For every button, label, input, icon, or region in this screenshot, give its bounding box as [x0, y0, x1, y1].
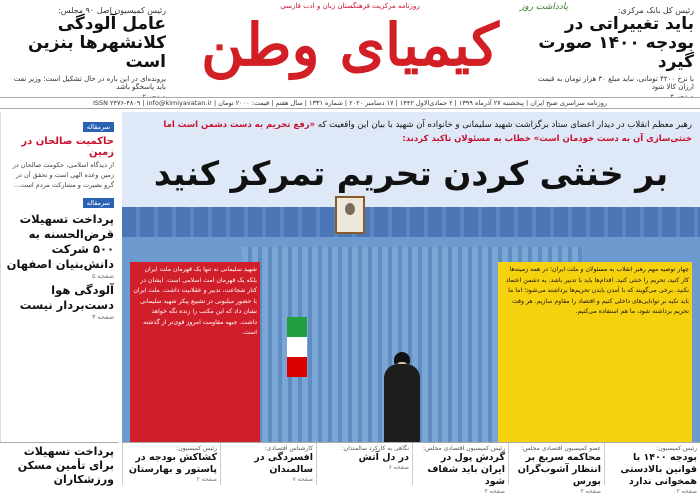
main-headline[interactable]: بر خنثی کردن تحریم تمرکز کنید [153, 154, 669, 193]
top-right-story[interactable] [534, 6, 694, 92]
page-ref: صفحه ۶ [388, 464, 409, 471]
page-ref-2: صفحه ۳ [91, 313, 114, 321]
summary: با نرخ ۴۲۰۰ تومانی، نباید مبلغ ۳۰ هزار تومان به قیمت ارزان کالا شود [537, 75, 694, 91]
kicker: رئیس کل بانک مرکزی: [617, 6, 694, 15]
portrait-frame [335, 196, 365, 234]
story-headline-1[interactable]: پرداخت تسهیلات قرض‌الحسنه به ۵۰۰ شرکت دانش‌بنیان اصفهان [6, 212, 114, 271]
section-tag-2: سرمقاله [83, 198, 114, 208]
kicker: رئیس کمیسیون: [656, 445, 697, 452]
left-column [0, 112, 118, 442]
headline[interactable]: باید تغییراتی در بودجه ۱۴۰۰ صورت گیرد [538, 14, 694, 72]
headline[interactable]: در دل آتش [358, 452, 409, 463]
headline[interactable]: محاکمه سریع بر انتظار آشوب‌گران بورس [517, 452, 601, 487]
headline[interactable]: بودجه ۱۴۰۰ با قوانین بالادستی همخوانی ندارد [620, 452, 697, 487]
logo-area [175, 2, 525, 94]
section-tag: سرمقاله [83, 122, 114, 132]
bottom-story-2[interactable] [508, 443, 604, 495]
kicker: نگاهی به کارکرد سالمندان: [341, 445, 409, 452]
headline[interactable]: کشاکش بودجه در پاستور و بهارستان [128, 452, 217, 475]
story-headline-2[interactable]: آلودگی هوا دست‌بردار نیست [19, 283, 114, 312]
lead-text: رهبر معظم انقلاب در دیدار اعضای ستاد برگزاشت شهید سلیمانی و خانواده آن شهید با بیان این واقعیت که [317, 120, 692, 130]
kicker: رئیس کمیسیون اقتصادی مجلس: [422, 445, 505, 452]
kicker: عضو کمیسیون اقتصادی مجلس: [521, 445, 601, 452]
curtain-valance [122, 207, 700, 237]
top-left-story[interactable] [6, 6, 166, 92]
yellow-textbox: چهار توصیه مهم رهبر انقلاب به مسئولان و ملت ایران؛ در همه زمینه‌ها کار کنید، تحریم را خنثی کنید. اقدام‌ها باید با تدبیر باشد. به دشمن اعتماد نکنید. برخی می‌گویند که با آمدن بایدن تحریم‌ها برداشته می‌شود؛ اما ما باید تکیه بر توانایی‌های داخلی کنیم و اقتصاد را مقاوم سازیم. هر وقت تحریم برداشته شود، ما هم استفاده می‌کنیم. [498, 262, 692, 442]
bottom-strip [122, 442, 700, 495]
kicker: کارشناس اقتصادی: [264, 445, 313, 452]
editorial-body: از دیدگاه اسلامی، حکومت صالحان در زمین وعده الهی است و تحقق آن در گرو بصیرت و مشارکت مردم است... [12, 161, 114, 189]
speaker-figure [384, 364, 420, 444]
editorial-title[interactable]: حاکمیت صالحان در زمین [21, 136, 114, 158]
page-ref: صفحه ۴ [484, 488, 505, 495]
bottom-story-4[interactable] [316, 443, 412, 485]
portrait-face [345, 203, 355, 215]
page-ref: صفحه ۴ [580, 488, 601, 495]
masthead [0, 0, 700, 100]
issue-info-bar: روزنامه سراسری صبح ایران | پنجشنبه ۲۷ آذرماه ۱۳۹۹ | ۲ جمادی‌الاول ۱۴۴۲ | ۱۷ دسامبر ۲۰۲۰ | شماره ۱۳۳۱ | سال هفتم | قیمت: ۲۰۰۰ تومان | ISSN ۲۴۷۶-۴۸۰۹ | info@kimiyavatan.ir [0, 97, 700, 109]
signature: یادداشت روز [520, 2, 569, 12]
kicker: رئیس کمیسیون: [176, 445, 217, 452]
page-ref: صفحه ۲ [676, 488, 697, 495]
kicker: رئیس کمیسیون اصل ۹۰ مجلس: [58, 6, 166, 15]
logo-tagline: روزنامه مرکزیت فرهنگستان زبان و ادب فارسی [280, 2, 420, 10]
headline[interactable]: افسردگی در سالمندان [254, 452, 313, 475]
page-ref-1: صفحه ۵ [91, 272, 114, 280]
bottom-story-5[interactable] [220, 443, 316, 485]
headline[interactable]: گردش پول در ایران باید شفاف شود [427, 452, 505, 487]
iran-flag-icon [287, 317, 307, 377]
bottom-story-6[interactable] [122, 443, 220, 485]
bottom-left-story[interactable] [0, 442, 118, 484]
bottom-story-3[interactable] [412, 443, 508, 495]
page-ref: صفحه ۷ [292, 476, 313, 483]
lead-intro [132, 118, 692, 146]
headline[interactable]: عامل آلودگی کلانشهرها بنزین است [28, 14, 166, 72]
summary: پرونده‌ای در این باره در حال تشکیل است؛ وزیر نفت باید پاسخگو باشد [13, 75, 166, 91]
bottom-story-1[interactable] [604, 443, 700, 495]
newspaper-logo: کیمیای وطن [201, 11, 499, 79]
red-textbox: شهید سلیمانی نه تنها یک قهرمان ملت ایران بلکه یک قهرمان امت اسلامی است. ایشان در کنار شجاعت، تدبیر و عقلانیت داشت. ملت ایران با حضور میلیونی در تشییع پیکر شهید سلیمانی نشان داد که این مکتب را زنده نگه خواهد داشت. جبهه مقاومت امروز قوی‌تر از گذشته است. [130, 262, 260, 442]
page-ref: صفحه ۲ [196, 476, 217, 483]
headline[interactable]: پرداخت تسهیلات برای تأمین مسکن ورزشکاران [17, 445, 114, 486]
lead-highlight: «رفع تحریم به دست دشمن است اما خنثی‌سازی آن به دست خودمان است» خطاب به مسئولان تاکید کردند: [163, 120, 692, 144]
